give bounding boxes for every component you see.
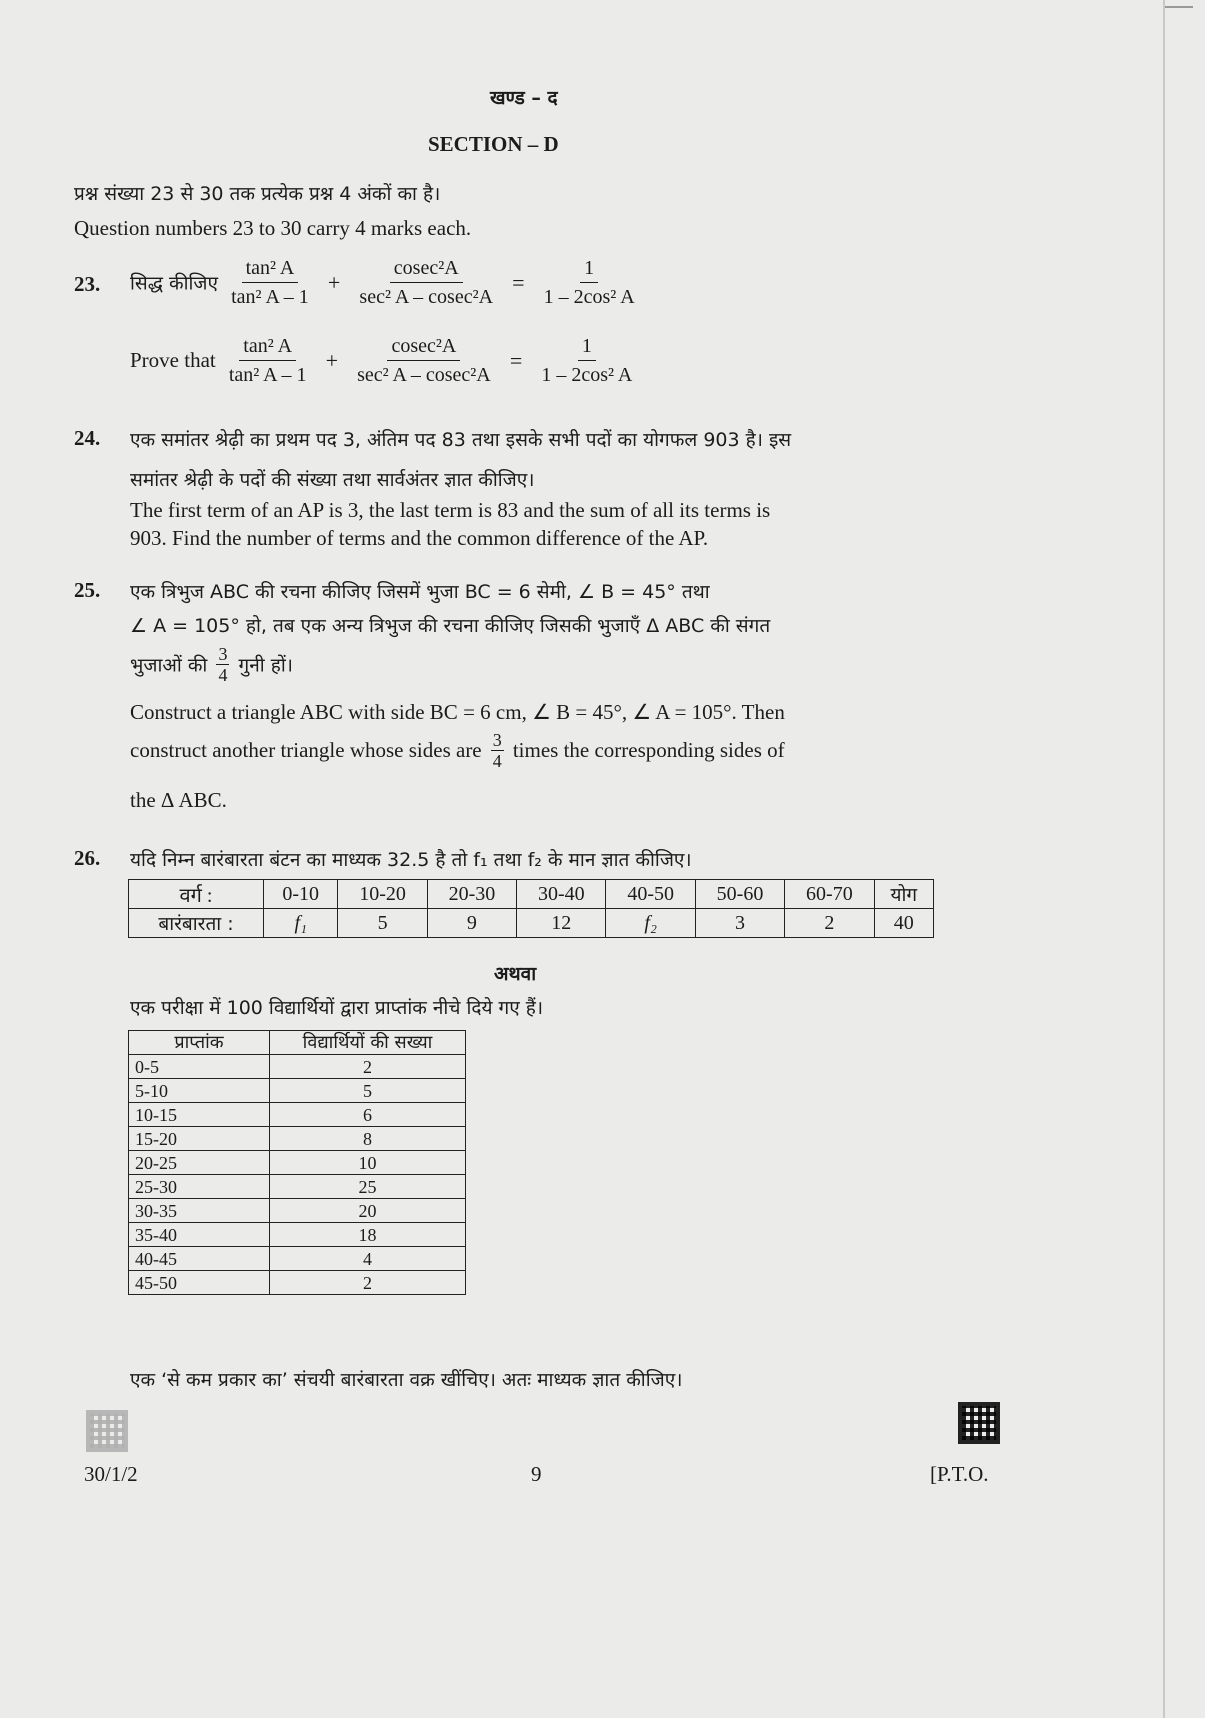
question-number-25: 25. [74,578,101,602]
table-cell: 25-30 [129,1175,270,1199]
q25-hindi-line3: भुजाओं की $\frac{3}{4}$ गुनी हों। [130,644,293,685]
section-title-english: SECTION – D [428,132,559,156]
table-cell: 10-20 [338,880,427,909]
table-cell: 5 [270,1079,466,1103]
table-row [129,1055,466,1079]
q23-fraction-1: $\frac{\text{tan² A}}{\text{tan² A – 1}}$ [231,257,309,308]
please-turn-over: [P.T.O. [930,1462,989,1486]
or-separator: अथवा [494,963,537,985]
table-row [129,1199,466,1223]
q25-hindi-line1: एक त्रिभुज ABC की रचना कीजिए जिसमें भुजा BC = 6 सेमी, ∠ B = 45° तथा [130,581,710,603]
table-cell: 50-60 [695,880,784,909]
section-title-hindi: खण्ड – द [490,87,558,109]
q23-hindi-equation: सिद्ध कीजिए $\frac{\text{tan² A}}{\text{tan² A – 1}}$ + $\frac{\text{cosec²A}}{\text{sec² A – cosec²A}}$ = $\frac{1}{\text{1 – 2cos² A}}$ [130,256,643,309]
table-cell: 20 [270,1199,466,1223]
table-cell: 18 [270,1223,466,1247]
page-edge-tick [1165,6,1193,8]
table-row [129,1103,466,1127]
frequency-table-class-row [129,880,934,909]
table-cell: 15-20 [129,1127,270,1151]
table-cell: 5-10 [129,1079,270,1103]
q24-hindi-line2: समांतर श्रेढ़ी के पदों की संख्या तथा सार्वअंतर ज्ञात कीजिए। [130,469,535,491]
table-cell: 35-40 [129,1223,270,1247]
q24-english-line2: 903. Find the number of terms and the common difference of the AP. [130,526,709,550]
table-cell: 40 [874,909,933,938]
page-edge-line [1163,0,1165,1718]
table-cell: 0-10 [264,880,338,909]
table-row [129,1127,466,1151]
q23-fraction-2-en: $\frac{\text{cosec²A}}{\text{sec² A – cosec²A}}$ [357,335,491,386]
table-cell: 10-15 [129,1103,270,1127]
table-row [129,1151,466,1175]
instructions-english: Question numbers 23 to 30 carry 4 marks each. [74,216,472,240]
marks-table-header [129,1031,466,1055]
table-cell: 30-40 [517,880,606,909]
table-cell: 45-50 [129,1271,270,1295]
qr-code-faded-icon [86,1410,128,1452]
frequency-table-frequency-row [129,909,934,938]
table-row [129,1175,466,1199]
table-cell: 20-30 [427,880,516,909]
q23-english-equation: Prove that $\frac{\text{tan² A}}{\text{tan² A – 1}}$ + $\frac{\text{cosec²A}}{\text{sec² A – cosec²A}}$ = $\frac{1}{\text{1 – 2cos² A}}$ [130,334,640,387]
q23-hindi-lead: सिद्ध कीजिए [130,272,219,295]
question-number-26: 26. [74,846,101,870]
q25-english-line3: the Δ ABC. [130,788,227,812]
q23-fraction-1-en: $\frac{\text{tan² A}}{\text{tan² A – 1}}$ [228,335,307,386]
q23-fraction-3-en: $\frac{1}{\text{1 – 2cos² A}}$ [541,335,633,386]
q23-fraction-2: $\frac{\text{cosec²A}}{\text{sec² A – cosec²A}}$ [359,257,494,308]
qr-code-icon [958,1402,1000,1444]
q26-hindi-line: यदि निम्न बारंबारता बंटन का माध्यक 32.5 है तो f₁ तथा f₂ के मान ज्ञात कीजिए। [130,849,692,871]
q26-closing-hindi: एक ‘से कम प्रकार का’ संचयी बारंबारता वक्र खींचिए। अतः माध्यक ज्ञात कीजिए। [130,1369,683,1391]
table-row-label: बारंबारता : [129,909,264,938]
table-row [129,1223,466,1247]
table-cell: f₂ [606,909,695,938]
table-row [129,1271,466,1295]
table-header-marks: प्राप्तांक [129,1031,270,1055]
table-cell: 9 [427,909,516,938]
instructions-hindi: प्रश्न संख्या 23 से 30 तक प्रत्येक प्रश्न 4 अंकों का है। [74,183,441,205]
table-cell: 30-35 [129,1199,270,1223]
q24-english-line1: The first term of an AP is 3, the last term is 83 and the sum of all its terms is [130,498,771,522]
frequency-table [128,879,934,938]
table-cell: 0-5 [129,1055,270,1079]
page-number: 9 [531,1462,542,1486]
table-cell: 3 [695,909,784,938]
table-row [129,1247,466,1271]
table-cell: 4 [270,1247,466,1271]
table-cell: 2 [270,1055,466,1079]
table-cell: 40-45 [129,1247,270,1271]
table-cell: 40-50 [606,880,695,909]
table-cell: 2 [270,1271,466,1295]
q25-english-line1: Construct a triangle ABC with side BC = 6 cm, ∠ B = 45°, ∠ A = 105°. Then [130,700,785,724]
or-question-hindi: एक परीक्षा में 100 विद्यार्थियों द्वारा प्राप्तांक नीचे दिये गए हैं। [130,997,544,1019]
q25-fraction-english: $\frac{3}{4}$ [492,730,502,771]
table-cell: 10 [270,1151,466,1175]
q25-fraction-hindi: $\frac{3}{4}$ [218,644,228,685]
table-row [129,1079,466,1103]
marks-table [128,1030,466,1295]
table-cell: 8 [270,1127,466,1151]
table-cell: योग [874,880,933,909]
table-cell: 2 [785,909,874,938]
table-row-label: वर्ग : [129,880,264,909]
q23-english-lead: Prove that [130,348,216,372]
table-cell: f₁ [264,909,338,938]
question-number-23: 23. [74,272,101,296]
table-cell: 6 [270,1103,466,1127]
table-header-students: विद्यार्थियों की सख्या [270,1031,466,1055]
q24-hindi-line1: एक समांतर श्रेढ़ी का प्रथम पद 3, अंतिम पद 83 तथा इसके सभी पदों का योगफल 903 है। इस [130,429,792,451]
q25-hindi-line2: ∠ A = 105° हो, तब एक अन्य त्रिभुज की रचना कीजिए जिसकी भुजाएँ Δ ABC की संगत [130,615,771,637]
question-number-24: 24. [74,426,101,450]
q23-fraction-3: $\frac{1}{\text{1 – 2cos² A}}$ [543,257,635,308]
table-cell: 20-25 [129,1151,270,1175]
table-cell: 5 [338,909,427,938]
table-cell: 12 [517,909,606,938]
table-cell: 25 [270,1175,466,1199]
table-cell: 60-70 [785,880,874,909]
q25-english-line2: construct another triangle whose sides are $\frac{3}{4}$ times the corresponding sides of [130,730,785,771]
paper-code: 30/1/2 [84,1462,138,1486]
